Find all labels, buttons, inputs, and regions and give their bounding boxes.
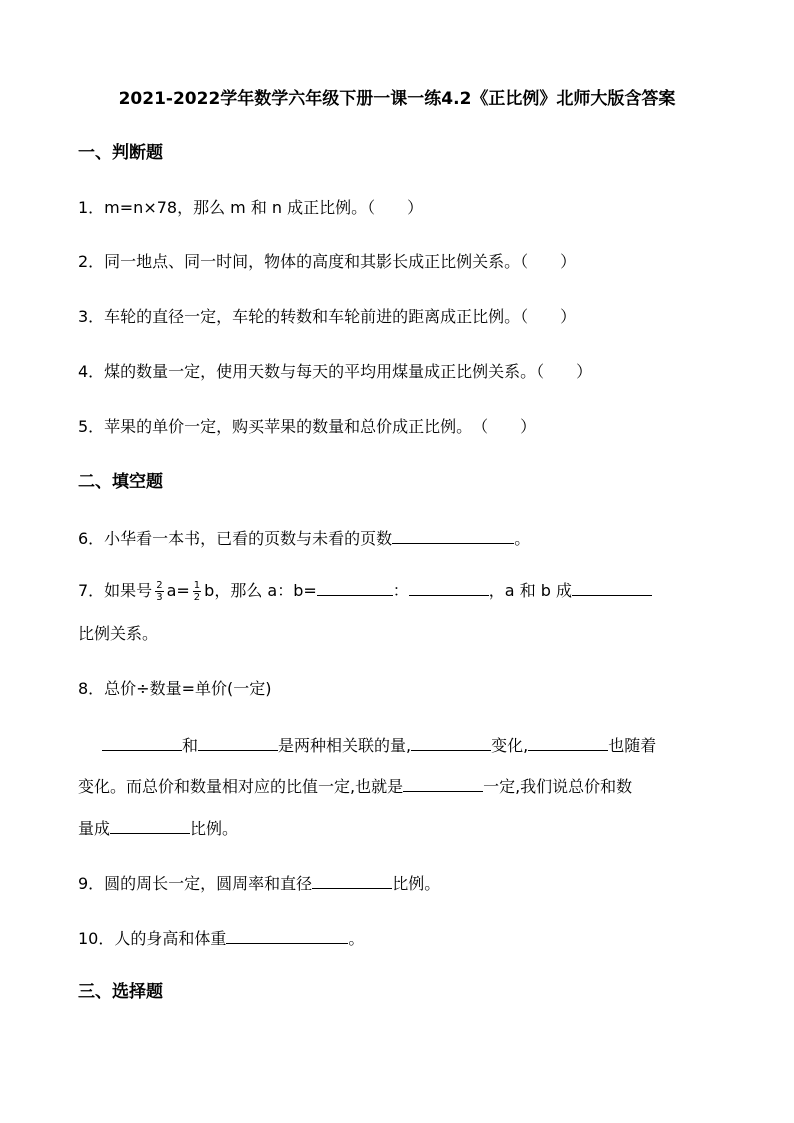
question-10-text: 10．人的身高和体重 — [78, 929, 227, 948]
question-7-text: ，a 和 b 成 — [488, 581, 573, 600]
answer-blank[interactable] — [411, 734, 491, 751]
page-title: 2021-2022学年数学六年级下册一课一练4.2《正比例》北师大版含答案 — [118, 89, 676, 109]
question-10 — [78, 927, 364, 949]
question-8-text: 变化, — [491, 736, 529, 755]
question-8-text: 是两种相关联的量, — [278, 736, 412, 755]
question-7 — [78, 579, 652, 603]
answer-blank[interactable] — [392, 527, 514, 544]
answer-blank[interactable] — [198, 734, 278, 751]
question-7-text: a= — [166, 581, 190, 600]
question-8: 8．总价÷数量=单价(一定) — [78, 679, 272, 698]
fraction-two-thirds — [155, 580, 163, 603]
question-8-text: 也随着 — [608, 736, 657, 755]
answer-blank[interactable] — [312, 872, 392, 889]
question-9 — [78, 872, 440, 894]
question-2: 2．同一地点、同一时间，物体的高度和其影长成正比例关系。（ ） — [78, 252, 577, 271]
answer-blank[interactable] — [110, 817, 190, 834]
question-7-text: b，那么 a：b= — [204, 581, 317, 600]
question-8-text: 一定,我们说总价和数 — [483, 777, 633, 796]
fraction-one-half — [193, 580, 201, 603]
question-8-text: 和 — [182, 736, 199, 755]
answer-blank[interactable] — [226, 927, 348, 944]
section-multiple-choice: 三、选择题 — [78, 982, 163, 1002]
question-8-para — [78, 817, 238, 839]
question-10-end: 。 — [348, 929, 365, 948]
question-6-text: 6．小华看一本书，已看的页数与未看的页数 — [78, 529, 393, 548]
fraction-numerator: 2 — [156, 580, 163, 591]
answer-blank[interactable] — [409, 579, 489, 596]
answer-blank[interactable] — [403, 775, 483, 792]
ratio-colon: ： — [392, 581, 409, 600]
question-9-end: 比例。 — [392, 874, 441, 893]
question-6 — [78, 527, 530, 549]
question-4: 4．煤的数量一定，使用天数与每天的平均用煤量成正比例关系。（ ） — [78, 362, 593, 381]
question-5: 5．苹果的单价一定，购买苹果的数量和总价成正比例。 （ ） — [78, 417, 537, 436]
fraction-denominator: 2 — [193, 592, 201, 603]
question-8-para — [78, 775, 632, 797]
answer-blank[interactable] — [102, 734, 182, 751]
question-3: 3．车轮的直径一定，车轮的转数和车轮前进的距离成正比例。（ ） — [78, 307, 577, 326]
question-8-text: 量成 — [78, 819, 111, 838]
section-fill-blank: 二、填空题 — [78, 472, 163, 492]
question-8-para — [102, 734, 656, 756]
answer-blank[interactable] — [528, 734, 608, 751]
question-7-text: 7．如果号 — [78, 581, 153, 600]
question-8-text: 变化。而总价和数量相对应的比值一定,也就是 — [78, 777, 404, 796]
question-7-line2: 比例关系。 — [78, 624, 159, 643]
question-6-end: 。 — [514, 529, 531, 548]
answer-blank[interactable] — [572, 579, 652, 596]
question-8-text: 比例。 — [190, 819, 239, 838]
question-9-text: 9．圆的周长一定，圆周率和直径 — [78, 874, 313, 893]
answer-blank[interactable] — [317, 579, 393, 596]
section-judgment: 一、判断题 — [78, 143, 163, 163]
fraction-denominator: 3 — [156, 592, 163, 603]
fraction-numerator: 1 — [193, 580, 201, 591]
question-1: 1．m=n×78，那么 m 和 n 成正比例。（ ） — [78, 198, 424, 217]
